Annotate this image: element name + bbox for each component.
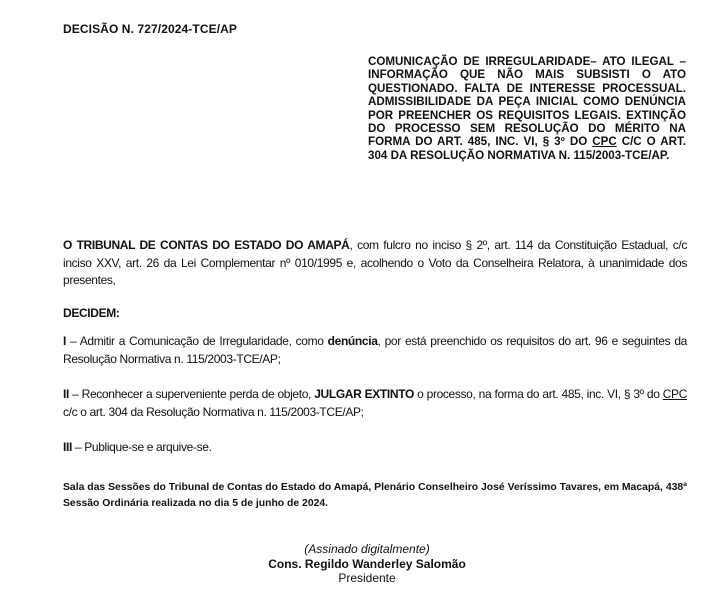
intro-paragraph bbox=[63, 237, 687, 290]
ementa-summary bbox=[368, 55, 686, 162]
item-text: o processo, na forma do art. 485, inc. VI, § 3º do bbox=[413, 387, 663, 401]
session-statement: Sala das Sessões do Tribunal de Contas do Estado do Amapá, Plenário Conselheiro José Veríssimo Tavares, em Macapá, 438ª Sessão Ordinária realizada no dia 5 de junho de 2024. bbox=[63, 482, 687, 509]
decision-item-2 bbox=[63, 386, 687, 421]
decidem-heading: DECIDEM: bbox=[63, 306, 120, 320]
item-numeral: III bbox=[63, 440, 72, 454]
item-bold-term: denúncia bbox=[327, 334, 378, 348]
tribunal-name: O TRIBUNAL DE CONTAS DO ESTADO DO AMAPÁ bbox=[63, 238, 350, 252]
signature-note: (Assinado digitalmente) bbox=[304, 542, 430, 556]
ementa-text-part2: C/C O ART. 304 DA RESOLUÇÃO NORMATIVA N. 115/2003-TCE/AP. bbox=[368, 135, 687, 162]
item-bold-term: JULGAR EXTINTO bbox=[314, 387, 414, 401]
cpc-underlined: CPC bbox=[662, 387, 688, 401]
ementa-text-part1: COMUNICAÇÃO DE IRREGULARIDADE– ATO ILEGAL – INFORMAÇÃO QUE NÃO MAIS SUBSISTI O ATO QUESTIONADO. FALTA DE INTERESSE PROCESSUAL. ADMISSIBILIDADE DA PEÇA INICIAL COMO DENÚNCIA POR PREENCHER OS REQUISITOS LEGAIS. EXTINÇÃO DO PROCESSO SEM RESOLUÇÃO DO MÉRITO NA FORMA DO ART. 485, INC. VI, § 3º DO bbox=[368, 55, 686, 149]
decision-item-3 bbox=[63, 439, 687, 457]
item-numeral: II bbox=[63, 387, 69, 401]
signatory-role: Presidente bbox=[338, 571, 396, 585]
item-text: – Reconhecer a superveniente perda de objeto, bbox=[68, 387, 315, 401]
item-numeral: I bbox=[63, 334, 66, 348]
intro-text: , com fulcro no inciso § 2º, art. 114 da Constituição Estadual, c/c inciso XXV, art. 26 da Lei Complementar nº 010/1995 e, acolhendo o Voto da Conselheira Relatora, à unanimidade dos presentes, bbox=[63, 238, 687, 287]
item-text: – Publique-se e arquive-se. bbox=[71, 440, 212, 454]
decision-item-1 bbox=[63, 333, 687, 368]
signature-block bbox=[0, 542, 720, 586]
item-text: – Admitir a Comunicação de Irregularidade, como bbox=[65, 334, 328, 348]
signatory-name: Cons. Regildo Wanderley Salomão bbox=[268, 556, 466, 571]
item-text: c/c o art. 304 da Resolução Normativa n. 115/2003-TCE/AP; bbox=[63, 404, 364, 419]
ementa-cpc-link: CPC bbox=[592, 135, 617, 149]
decision-title: DECISÃO N. 727/2024-TCE/AP bbox=[63, 22, 237, 36]
item-text: , por está preenchido os requisitos do art. 96 e seguintes da Resolução Normativa n. 115/2003-TCE/AP; bbox=[63, 334, 687, 366]
